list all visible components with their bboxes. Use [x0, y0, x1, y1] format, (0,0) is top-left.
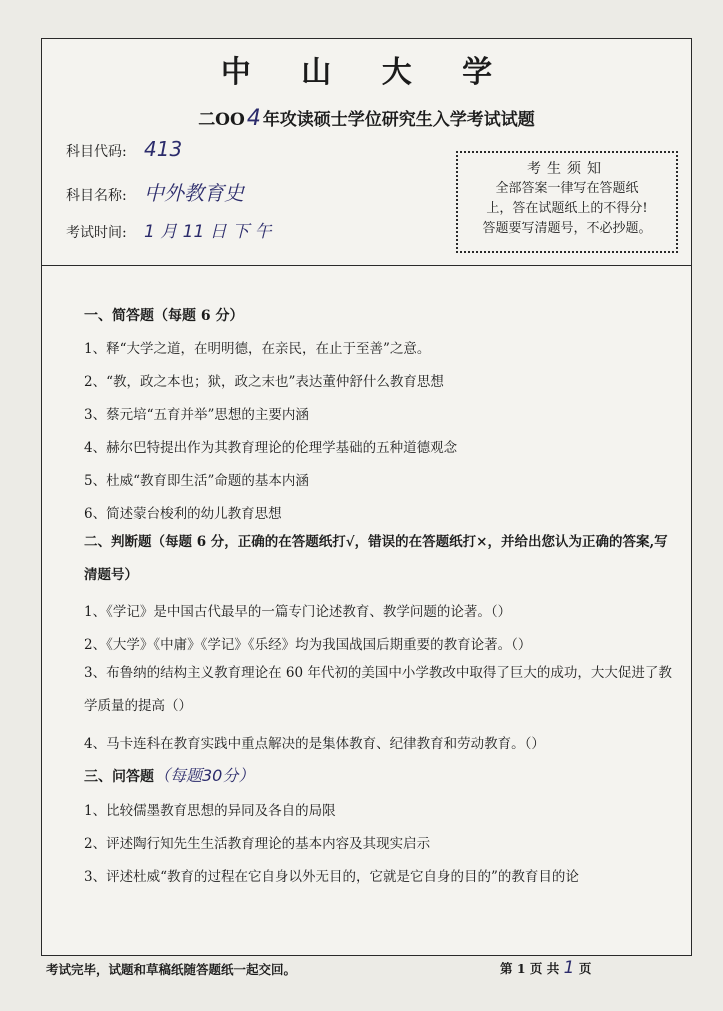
question-item: 1、比较儒墨教育思想的异同及各自的局限: [84, 803, 336, 819]
exam-time-label: 考试时间:: [66, 225, 127, 241]
question-item: 1、释“大学之道，在明明德，在亲民，在止于至善”之意。: [84, 341, 431, 357]
question-item: 3、评述杜威“教育的过程在它自身以外无目的，它就是它自身的目的”的教育目的论: [84, 869, 579, 885]
notice-line: 全部答案一律写在答题纸: [495, 181, 639, 196]
section-1-title: 一、简答题（每题 6 分）: [84, 308, 244, 324]
footer-note: 考试完毕，试题和草稿纸随答题纸一起交回。: [46, 962, 297, 977]
exam-time-row: [66, 217, 271, 242]
page-prefix: 第 1 页 共: [500, 961, 560, 976]
exam-title: [42, 105, 691, 131]
question-item: 2、“教，政之本也；狱，政之末也”表达董仲舒什么教育思想: [84, 374, 444, 390]
subject-name-value: 中外教育史: [144, 181, 244, 205]
question-item: 1、《学记》是中国古代最早的一篇专门论述教育、教学问题的论著。（）: [84, 604, 512, 620]
year-digit: 4: [246, 106, 261, 131]
school-name: 中 山 大 学: [220, 55, 513, 90]
exam-sheet: [41, 38, 692, 956]
title-suffix: 年攻读硕士学位研究生入学考试试题: [262, 110, 535, 130]
section-3-score-note: （每题30分）: [154, 766, 255, 785]
candidate-notice-box: [456, 151, 678, 253]
subject-code-row: [66, 137, 182, 161]
question-item: 6、简述蒙台梭利的幼儿教育思想: [84, 506, 282, 522]
subject-code-value: 413: [144, 137, 183, 161]
question-item: 2、《大学》《中庸》《学记》《乐经》均为我国战国后期重要的教育论著。（）: [84, 637, 532, 653]
title-prefix: 二OO: [198, 110, 245, 130]
question-item: 3、布鲁纳的结构主义教育理论在 60 年代初的美国中小学教改中取得了巨大的成功，大大促进了教学质量的提高（）: [84, 665, 672, 714]
question-item: 2、评述陶行知先生生活教育理论的基本内容及其现实启示: [84, 836, 431, 852]
exam-time-value: 1 月 11 日 下 午: [144, 222, 272, 242]
section-3-title: [84, 763, 254, 786]
subject-name-label: 科目名称:: [66, 188, 127, 204]
question-item: 4、赫尔巴特提出作为其教育理论的伦理学基础的五种道德观念: [84, 440, 458, 456]
page-total: 1: [563, 958, 575, 978]
subject-name-row: [66, 177, 244, 206]
header-divider: [42, 265, 691, 266]
notice-title: 考生须知: [527, 161, 607, 177]
subject-code-label: 科目代码:: [66, 144, 127, 160]
question-item: 5、杜威“教育即生活”命题的基本内涵: [84, 473, 309, 489]
question-item: 4、马卡连科在教育实践中重点解决的是集体教育、纪律教育和劳动教育。（）: [84, 736, 545, 752]
notice-line: 上，答在试题纸上的不得分!: [486, 201, 648, 216]
question-item: 3、蔡元培“五育并举”思想的主要内涵: [84, 407, 309, 423]
section-3-title-text: 三、问答题: [84, 769, 154, 785]
section-2-title: 二、判断题（每题 6 分，正确的在答题纸打√，错误的在答题纸打×，并给出您认为正确的答案,写清题号）: [84, 534, 668, 583]
page-suffix: 页: [578, 961, 592, 976]
notice-line: 答题要写清题号，不必抄题。: [482, 221, 652, 236]
page-indicator: [500, 958, 591, 978]
